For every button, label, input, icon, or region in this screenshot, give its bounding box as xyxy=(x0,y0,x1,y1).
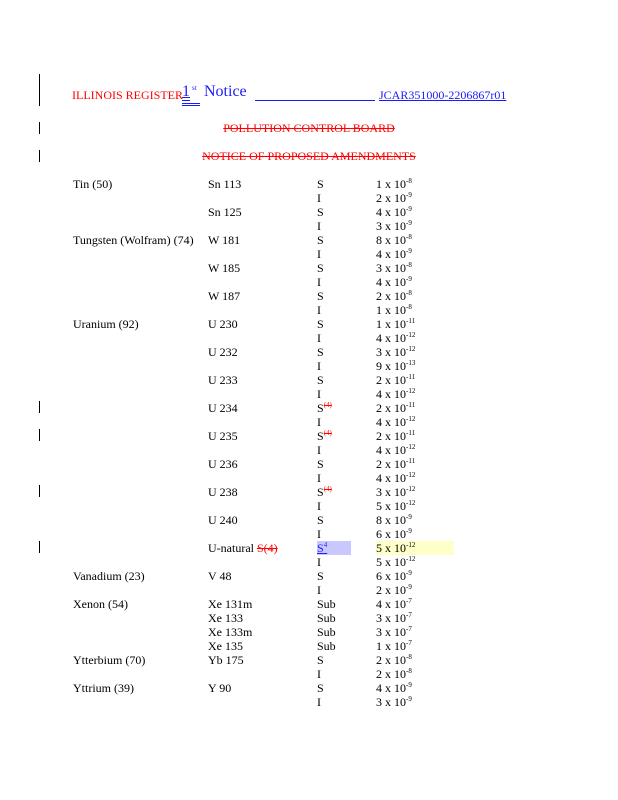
deleted-note: S(4) xyxy=(256,541,278,555)
exponent: -9 xyxy=(406,275,412,283)
header-rule xyxy=(255,100,375,101)
table-row xyxy=(0,569,618,583)
deleted-footnote: (4) xyxy=(323,401,332,409)
exponent: -8 xyxy=(406,261,412,269)
concentration-value: 8 x $10^{-9}$ xyxy=(376,513,412,527)
exponent: -7 xyxy=(406,611,412,619)
notice-number-suffix: st xyxy=(192,84,197,92)
concentration-value: 3 x $10^{-7}$ xyxy=(376,625,412,639)
table-row xyxy=(0,695,618,709)
table-row xyxy=(0,331,618,345)
class-code: S xyxy=(317,457,324,471)
deleted-footnote: (4) xyxy=(323,485,332,493)
concentration-value: 3 x $10^{-9}$ xyxy=(376,219,412,233)
concentration-value: 4 x $10^{-9}$ xyxy=(376,681,412,695)
table-row xyxy=(0,513,618,527)
table-row xyxy=(0,681,618,695)
class-code: I xyxy=(317,443,321,457)
isotope-name: U 230 xyxy=(208,317,238,331)
class-code: S xyxy=(317,653,324,667)
exponent: -9 xyxy=(406,695,412,703)
concentration-value: 1 x $10^{-7}$ xyxy=(376,639,412,653)
table-row xyxy=(0,317,618,331)
exponent: -9 xyxy=(406,247,412,255)
table-row xyxy=(0,261,618,275)
concentration-value: 4 x $10^{-9}$ xyxy=(376,275,412,289)
element-name: Tin (50) xyxy=(73,177,113,191)
concentration-value: 4 x $10^{-7}$ xyxy=(376,597,412,611)
element-name: Ytterbium (70) xyxy=(73,653,146,667)
table-row xyxy=(0,415,618,429)
isotope-name: Sn 125 xyxy=(208,205,242,219)
exponent: -9 xyxy=(406,527,412,535)
table-row xyxy=(0,639,618,653)
exponent: -11 xyxy=(406,373,416,381)
concentration-value: 3 x $10^{-12}$ xyxy=(376,485,416,499)
element-name: Xenon (54) xyxy=(73,597,128,611)
table-row xyxy=(0,387,618,401)
class-code: I xyxy=(317,695,321,709)
concentration-value: 2 x $10^{-9}$ xyxy=(376,583,412,597)
exponent: -12 xyxy=(406,471,416,479)
class-highlight: $S^4$ xyxy=(317,541,351,555)
concentration-value: 1 x $10^{-8}$ xyxy=(376,303,412,317)
table-row xyxy=(0,457,618,471)
isotope-name: Y 90 xyxy=(208,681,232,695)
register-label: ILLINOIS REGISTER xyxy=(72,88,183,102)
exponent: -9 xyxy=(406,219,412,227)
class-code: I xyxy=(317,471,321,485)
class-code: Sub xyxy=(317,625,336,639)
element-name: Tungsten (Wolfram) (74) xyxy=(73,233,194,247)
class-code: S xyxy=(317,317,324,331)
table-row xyxy=(0,625,618,639)
class-code: I xyxy=(317,527,321,541)
table-row xyxy=(0,247,618,261)
page-header xyxy=(72,82,512,106)
class-code xyxy=(317,541,351,555)
concentration-value: 2 x $10^{-8}$ xyxy=(376,289,412,303)
class-code: S xyxy=(317,569,324,583)
class-code: I xyxy=(317,219,321,233)
isotope-name: W 185 xyxy=(208,261,241,275)
table-row xyxy=(0,527,618,541)
isotope-name: U-natural S(4) xyxy=(208,541,278,555)
concentration-value: 2 x $10^{-11}$ xyxy=(376,429,416,443)
isotope-name: Xe 133m xyxy=(208,625,253,639)
isotope-name: U 238 xyxy=(208,485,238,499)
concentration-value: 9 x $10^{-13}$ xyxy=(376,359,416,373)
exponent: -12 xyxy=(406,387,416,395)
isotope-name: U 233 xyxy=(208,373,238,387)
exponent: -8 xyxy=(406,289,412,297)
exponent: -8 xyxy=(406,653,412,661)
table-row xyxy=(0,555,618,569)
exponent: -8 xyxy=(406,303,412,311)
exponent: -9 xyxy=(406,191,412,199)
table-row xyxy=(0,205,618,219)
class-code: I xyxy=(317,387,321,401)
table-row xyxy=(0,667,618,681)
table-row xyxy=(0,429,618,443)
table-row xyxy=(0,485,618,499)
concentration-value: 4 x $10^{-9}$ xyxy=(376,247,412,261)
table-row xyxy=(0,219,618,233)
isotope-name: W 181 xyxy=(208,233,241,247)
concentration-value: 3 x $10^{-12}$ xyxy=(376,345,416,359)
class-code: Sub xyxy=(317,611,336,625)
concentration-value: 2 x $10^{-8}$ xyxy=(376,667,412,681)
value-highlight: 5 x $10^{-12}$ xyxy=(376,541,454,555)
concentration-value: 3 x $10^{-8}$ xyxy=(376,261,412,275)
table-row xyxy=(0,191,618,205)
class-code: $S^{(4)}$ xyxy=(317,429,332,443)
exponent: -12 xyxy=(406,499,416,507)
jcar-code: JCAR351000-2206867r01 xyxy=(379,88,507,102)
class-code: S xyxy=(317,373,324,387)
isotope-name: Xe 135 xyxy=(208,639,243,653)
exponent: -11 xyxy=(406,429,416,437)
exponent: -13 xyxy=(406,359,416,367)
table-row xyxy=(0,471,618,485)
concentration-value: 1 x $10^{-11}$ xyxy=(376,317,416,331)
notice-label: Notice xyxy=(204,83,247,100)
class-code: I xyxy=(317,583,321,597)
concentration-value: 4 x $10^{-12}$ xyxy=(376,331,416,345)
isotope-name: Sn 113 xyxy=(208,177,242,191)
class-code: I xyxy=(317,275,321,289)
concentration-value: 2 x $10^{-11}$ xyxy=(376,457,416,471)
concentration-value: 4 x $10^{-12}$ xyxy=(376,471,416,485)
class-code: S xyxy=(317,177,324,191)
table-row xyxy=(0,359,618,373)
class-code: Sub xyxy=(317,639,336,653)
table-row xyxy=(0,373,618,387)
concentration-value: 4 x $10^{-9}$ xyxy=(376,205,412,219)
concentration-value: 6 x $10^{-9}$ xyxy=(376,527,412,541)
exponent: -9 xyxy=(406,513,412,521)
isotope-name: U 240 xyxy=(208,513,238,527)
class-code: I xyxy=(317,359,321,373)
table-row xyxy=(0,653,618,667)
element-name: Vanadium (23) xyxy=(73,569,145,583)
exponent: -7 xyxy=(406,639,412,647)
concentration-value: 3 x $10^{-7}$ xyxy=(376,611,412,625)
class-code: I xyxy=(317,191,321,205)
concentration-value: 5 x $10^{-12}$ xyxy=(376,555,416,569)
class-code: I xyxy=(317,331,321,345)
table-row xyxy=(0,401,618,415)
class-code: $S^{(4)}$ xyxy=(317,485,332,499)
table-row xyxy=(0,611,618,625)
concentration-value xyxy=(376,541,454,555)
element-name: Yttrium (39) xyxy=(73,681,134,695)
isotope-name: V 48 xyxy=(208,569,232,583)
concentration-value: 2 x $10^{-9}$ xyxy=(376,191,412,205)
concentration-value: 4 x $10^{-12}$ xyxy=(376,443,416,457)
exponent: -12 xyxy=(406,485,416,493)
exponent: -9 xyxy=(406,569,412,577)
table-row xyxy=(0,499,618,513)
exponent: -12 xyxy=(406,415,416,423)
notice-title: NOTICE OF PROPOSED AMENDMENTS xyxy=(202,149,416,163)
concentration-value: 2 x $10^{-11}$ xyxy=(376,401,416,415)
change-bar xyxy=(39,74,40,106)
class-code: S xyxy=(317,205,324,219)
exponent: -8 xyxy=(406,233,412,241)
double-underline xyxy=(182,103,200,106)
exponent: -12 xyxy=(406,331,416,339)
concentration-value: 6 x $10^{-9}$ xyxy=(376,569,412,583)
class-code: S xyxy=(317,233,324,247)
isotope-name: U 236 xyxy=(208,457,238,471)
exponent: -11 xyxy=(406,401,416,409)
exponent: -8 xyxy=(406,667,412,675)
isotope-name: Xe 131m xyxy=(208,597,253,611)
table-row xyxy=(0,233,618,247)
notice-number: 1 xyxy=(182,83,190,100)
concentration-value: 4 x $10^{-12}$ xyxy=(376,387,416,401)
table-row xyxy=(0,597,618,611)
isotope-name: U 234 xyxy=(208,401,238,415)
table-row xyxy=(0,541,618,555)
concentration-value: 3 x $10^{-9}$ xyxy=(376,695,412,709)
exponent: -7 xyxy=(406,625,412,633)
exponent: -8 xyxy=(406,177,412,185)
class-code: S xyxy=(317,513,324,527)
class-code: Sub xyxy=(317,597,336,611)
table-row xyxy=(0,289,618,303)
concentration-value: 8 x $10^{-8}$ xyxy=(376,233,412,247)
class-code: S xyxy=(317,681,324,695)
exponent: -12 xyxy=(406,345,416,353)
isotope-name: Yb 175 xyxy=(208,653,244,667)
exponent: -12 xyxy=(406,541,416,549)
table-row xyxy=(0,443,618,457)
exponent: -9 xyxy=(406,583,412,591)
exponent: -7 xyxy=(406,597,412,605)
class-code: I xyxy=(317,303,321,317)
board-title: POLLUTION CONTROL BOARD xyxy=(223,121,395,135)
concentration-value: 4 x $10^{-12}$ xyxy=(376,415,416,429)
isotope-name: Xe 133 xyxy=(208,611,243,625)
exponent: -9 xyxy=(406,681,412,689)
exponent: -11 xyxy=(406,317,416,325)
class-code: I xyxy=(317,499,321,513)
isotope-name: W 187 xyxy=(208,289,241,303)
exponent: -11 xyxy=(406,457,416,465)
class-code: S xyxy=(317,261,324,275)
exponent: -12 xyxy=(406,555,416,563)
table-row xyxy=(0,303,618,317)
isotope-name: U 232 xyxy=(208,345,238,359)
class-code: I xyxy=(317,555,321,569)
class-code: I xyxy=(317,247,321,261)
class-code: $S^{(4)}$ xyxy=(317,401,332,415)
table-row xyxy=(0,177,618,191)
isotope-table xyxy=(0,177,618,709)
element-name: Uranium (92) xyxy=(73,317,139,331)
concentration-value: 2 x $10^{-8}$ xyxy=(376,653,412,667)
deleted-footnote: (4) xyxy=(323,429,332,437)
class-code: S xyxy=(317,345,324,359)
concentration-value: 2 x $10^{-11}$ xyxy=(376,373,416,387)
isotope-name: U 235 xyxy=(208,429,238,443)
table-row xyxy=(0,345,618,359)
exponent: -12 xyxy=(406,443,416,451)
class-code: I xyxy=(317,415,321,429)
table-row xyxy=(0,275,618,289)
concentration-value: 5 x $10^{-12}$ xyxy=(376,499,416,513)
exponent: -9 xyxy=(406,205,412,213)
footnote-ref: 4 xyxy=(323,541,328,549)
table-row xyxy=(0,583,618,597)
class-code: I xyxy=(317,667,321,681)
concentration-value: 1 x $10^{-8}$ xyxy=(376,177,412,191)
class-code: S xyxy=(317,289,324,303)
